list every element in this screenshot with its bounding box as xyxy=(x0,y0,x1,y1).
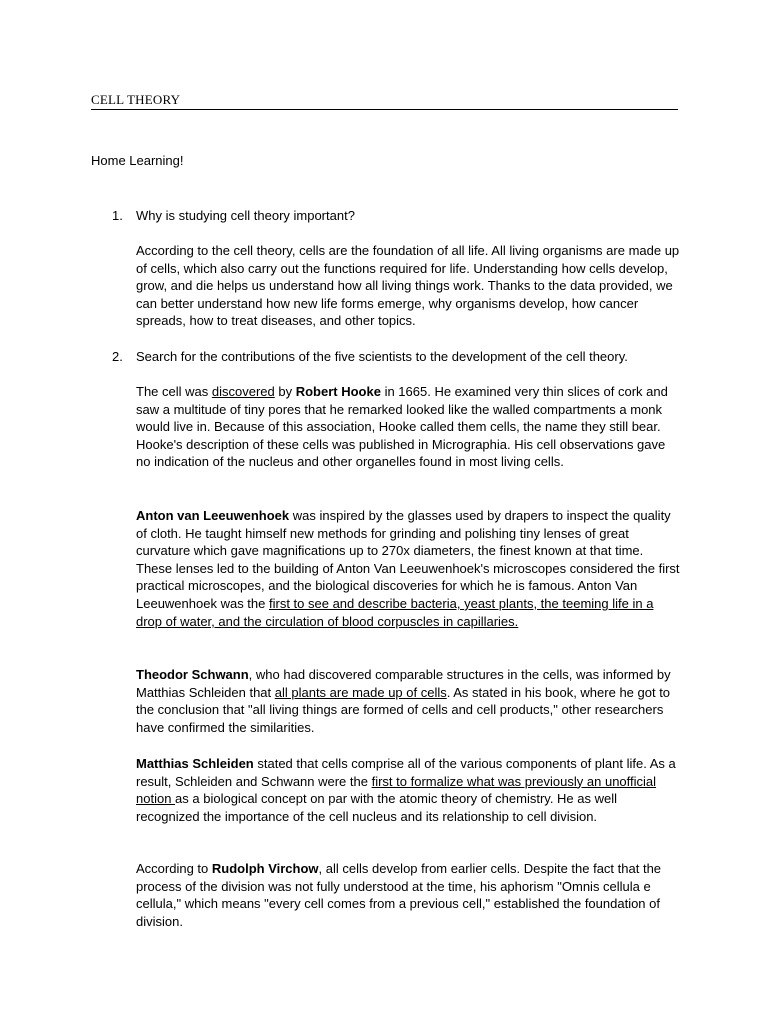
schleiden-paragraph xyxy=(136,755,681,825)
schwann-text-1: , who had discovered comparable structures in the cells, was informed by Matthias Schleiden that xyxy=(136,667,671,700)
schwann-paragraph xyxy=(136,666,681,736)
q1-question: Why is studying cell theory important? xyxy=(136,208,355,223)
document-subtitle: Home Learning! xyxy=(91,153,184,168)
leeuwenhoek-paragraph xyxy=(136,507,681,630)
hooke-text-1: The cell was xyxy=(136,384,212,399)
schleiden-name: Matthias Schleiden xyxy=(136,756,254,771)
virchow-name: Rudolph Virchow xyxy=(211,861,319,876)
virchow-text-1: According to xyxy=(136,861,212,876)
schleiden-text-2: as a biological concept on par with the atomic theory of chemistry. He as well recognized the importance of the cell nucleus and its relationship to cell division. xyxy=(136,791,618,824)
schleiden-underline: first to formalize what was previously an unofficial notion xyxy=(136,773,657,807)
q2-question: Search for the contributions of the five scientists to the development of the cell theory. xyxy=(136,349,628,364)
schwann-underline: all plants are made up of cells xyxy=(274,684,447,700)
virchow-text-2: , all cells develop from earlier cells. Despite the fact that the process of the division was not fully understood at the time, his aphorism "Omnis cellula e cellula," which means "every cell comes from a previous cell," established the foundation of division. xyxy=(136,861,662,929)
hooke-name: Robert Hooke xyxy=(295,384,381,399)
q2-number: 2. xyxy=(112,349,123,364)
schwann-name: Theodor Schwann xyxy=(136,667,249,682)
hooke-underline: discovered xyxy=(211,384,275,399)
q1-answer: According to the cell theory, cells are the foundation of all life. All living organisms are made up of cells, which also carry out the functions required for life. Understanding how cells develop, grow, and die helps us understand how all living things work. Thanks to the data provided, we can better understand how new life forms emerge, why organisms develop, how cancer spreads, how to treat diseases, and other topics. xyxy=(136,243,680,329)
leeuwenhoek-name: Anton van Leeuwenhoek xyxy=(136,508,290,523)
virchow-paragraph xyxy=(136,860,681,930)
hooke-text-2: by xyxy=(274,384,296,399)
leeuwenhoek-underline: first to see and describe bacteria, yeast plants, the teeming life in a drop of water, and the circulation of blood corpuscles in capillaries. xyxy=(136,595,654,629)
q1-number: 1. xyxy=(112,208,123,223)
schleiden-text-1: stated that cells comprise all of the various components of plant life. As a result, Schleiden and Schwann were the xyxy=(136,756,676,789)
document-title: CELL THEORY xyxy=(91,92,678,110)
schwann-text-2: . As stated in his book, where he got to the conclusion that "all living things are formed of cells and cell products," other researchers have confirmed the similarities. xyxy=(136,684,671,735)
hooke-text-3: in 1665. He examined very thin slices of cork and saw a multitude of tiny pores that he remarked looked like the walled compartments a monk would live in. Because of this association, Hooke called them cells, the name they still bear. Hooke's description of these cells was published in Micrographia. His cell observations gave no indication of the nucleus and other organelles found in most living cells. xyxy=(136,384,668,470)
hooke-paragraph xyxy=(136,383,681,471)
leeuwenhoek-text-1: was inspired by the glasses used by drapers to inspect the quality of cloth. He taught himself new methods for grinding and polishing tiny lenses of great curvature which gave magnifications up to 270x diameters, the finest known at that time. These lenses led to the building of Anton Van Leeuwenhoek's microscopes considered the first practical microscopes, and the biological discoveries for which he is famous. Anton Van Leeuwenhoek was the xyxy=(136,508,680,611)
